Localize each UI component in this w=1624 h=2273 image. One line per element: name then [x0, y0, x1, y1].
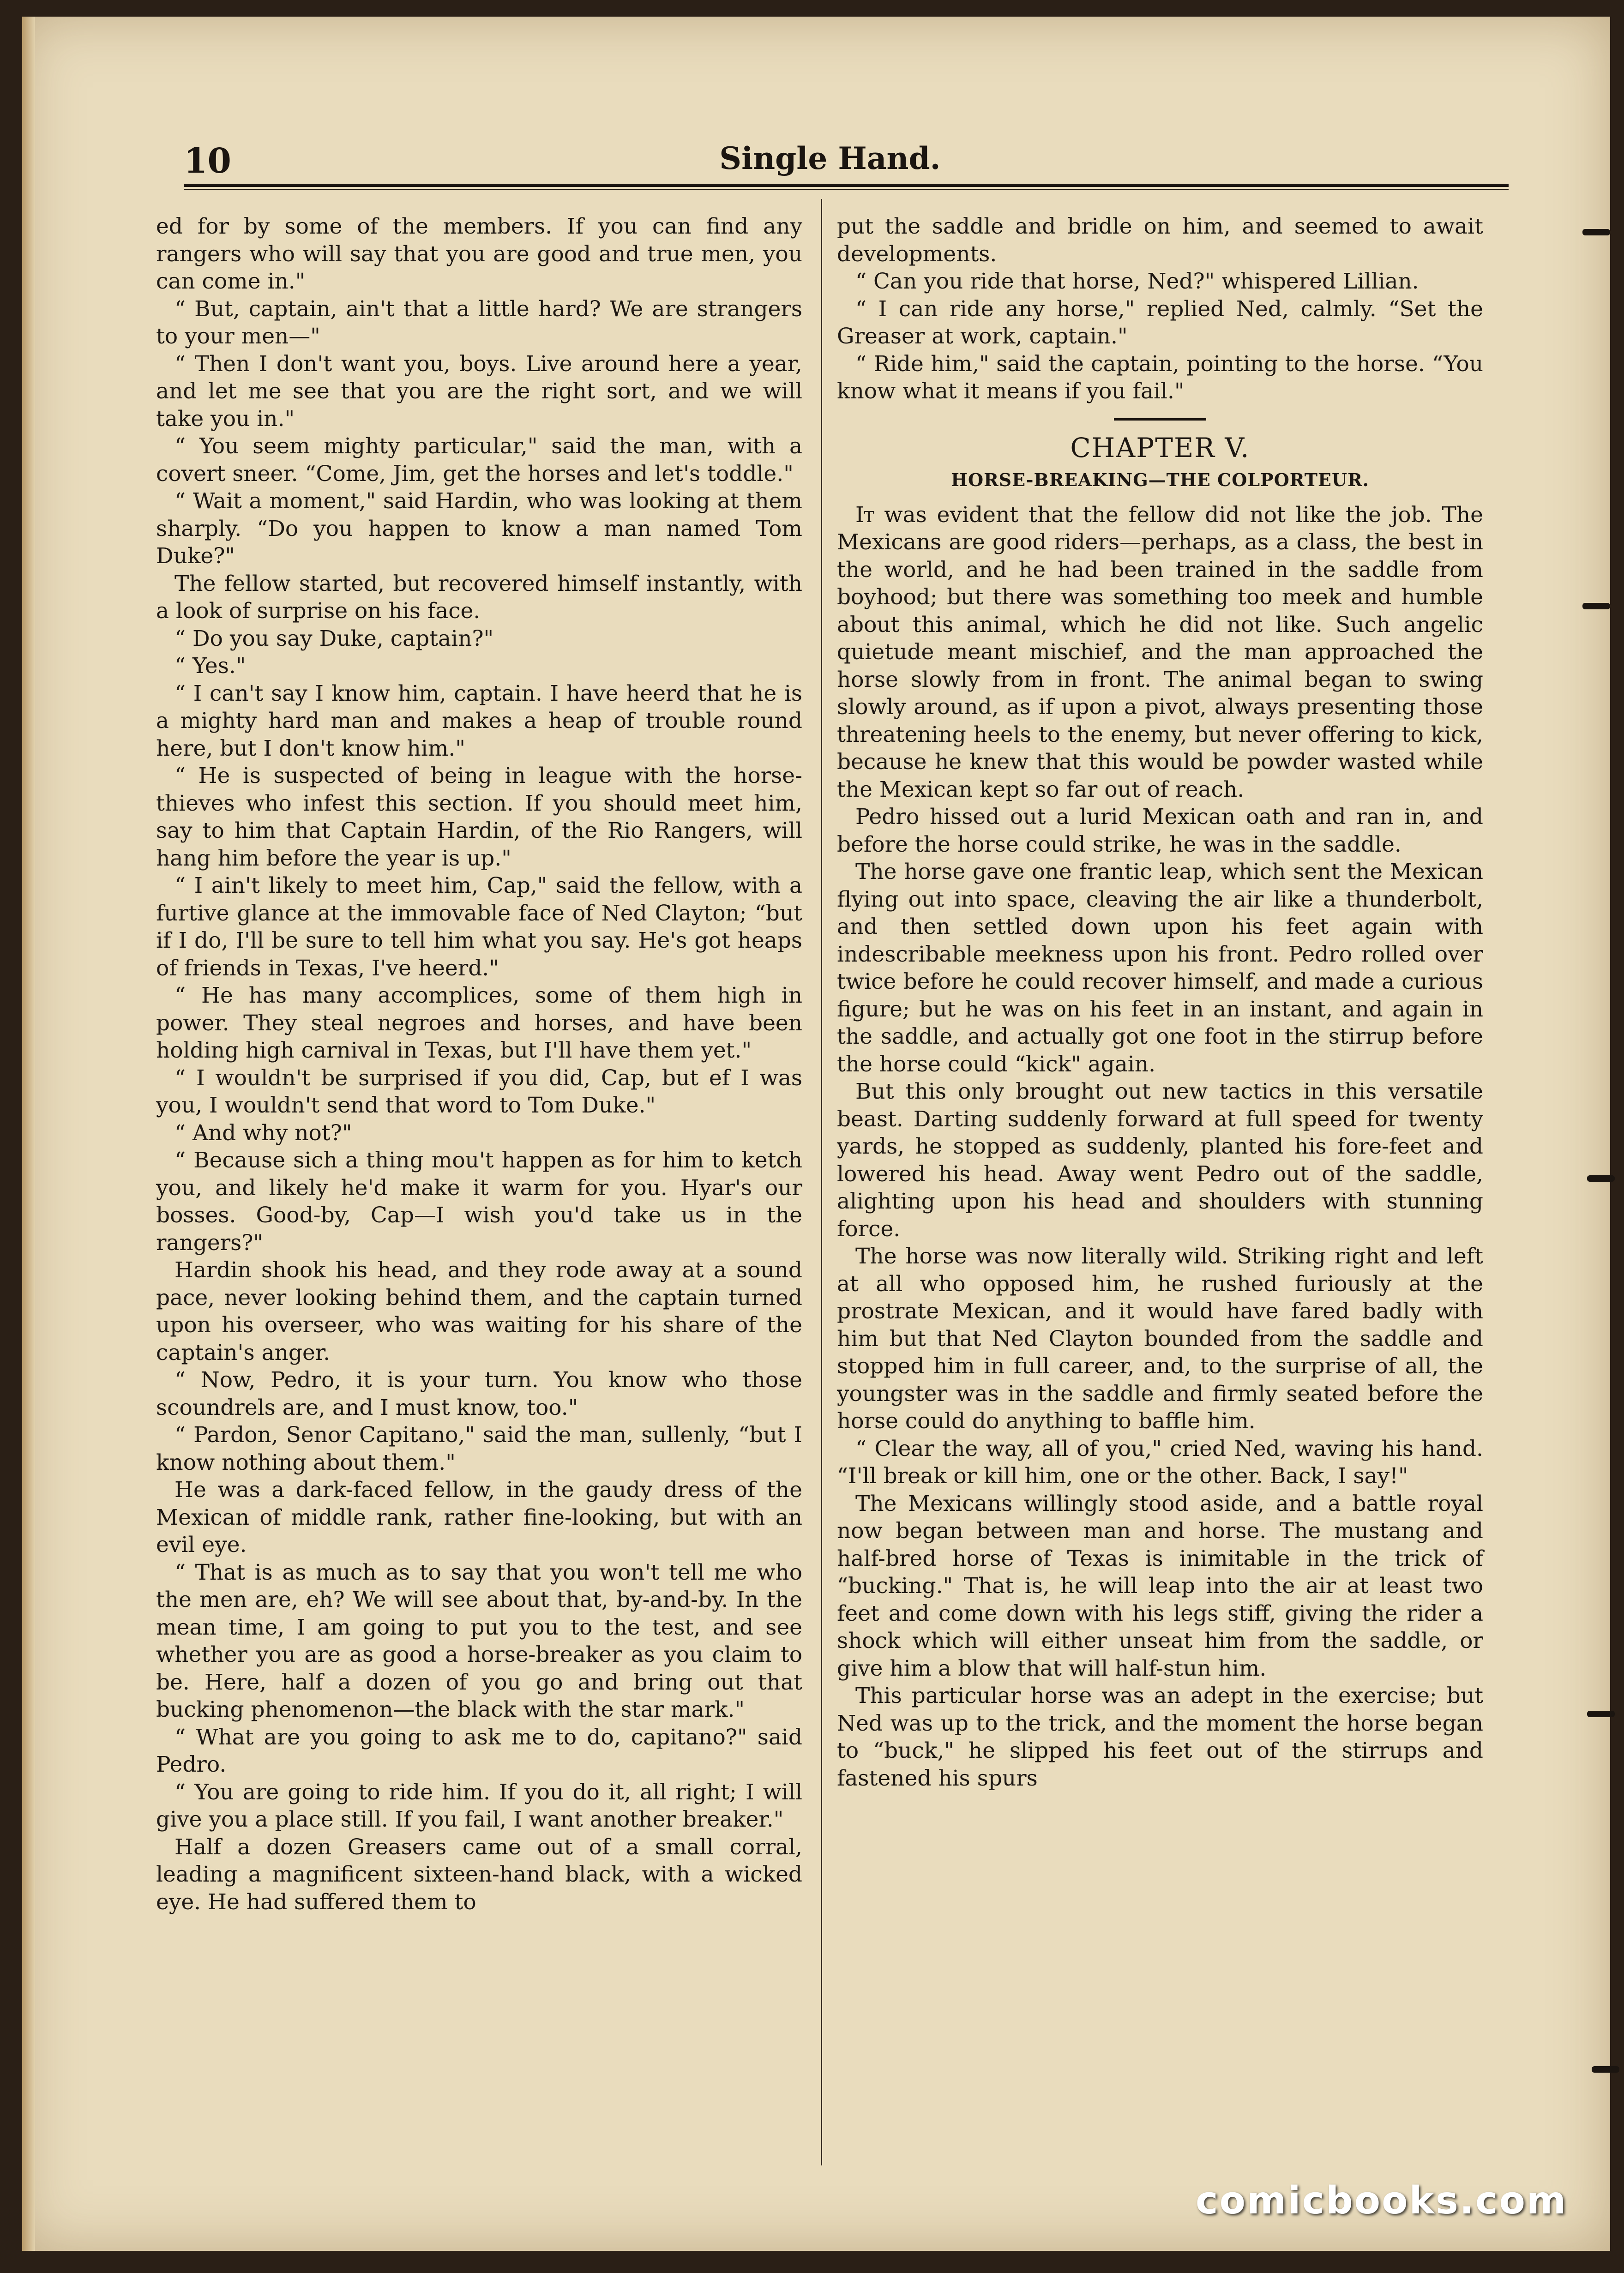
paragraph: “ But, captain, ain't that a little hard? We are strangers to your men—" — [156, 296, 802, 349]
page — [22, 17, 1610, 2251]
paragraph: “ I wouldn't be surprised if you did, Cap, but ef I was you, I wouldn't send that word to Tom Duke." — [156, 1065, 802, 1118]
running-title: Single Hand. — [719, 140, 941, 176]
right-column-chapter-paragraphs — [837, 803, 1483, 1792]
paragraph: Half a dozen Greasers came out of a small corral, leading a magnificent sixteen-hand black, with a wicked eye. He had suffered them to — [156, 1834, 802, 1915]
paragraph: “ He is suspected of being in league with the horse-thieves who infest this section. If you should meet him, say to him that Captain Hardin, of the Rio Rangers, will hang him before the year is up." — [156, 763, 802, 871]
paragraph: The Mexicans willingly stood aside, and a battle royal now began between man and horse. The mustang and half-bred horse of Texas is inimitable in the trick of “bucking." That is, he will leap into the air at least two feet and come down with his legs stiff, giving the rider a shock which will either unseat him from the saddle, or give him a blow that will half-stun him. — [837, 1491, 1483, 1681]
first-paragraph-text: was evident that the fellow did not like the job. The Mexicans are good riders—perhaps, as a class, the best in the world, and he had been trained in the saddle from boyhood; but there was something too meek and humble about this animal, which he did not like. Such angelic quietude meant mischief, and the man approached the horse slowly from in front. The animal began to swing slowly around, as if upon a pivot, always presenting those threatening heels to the enemy, but never offering to kick, because he knew that this would be powder wasted while the Mexican kept so far out of reach. — [837, 502, 1483, 802]
paragraph: “ That is as much as to say that you won't tell me who the men are, eh? We will see about that, by-and-by. In the mean time, I am going to put you to the test, and see whether you are as good a horse-breaker as you claim to be. Here, half a dozen of you go and bring out that bucking phenomenon—the black with the star mark." — [156, 1559, 802, 1722]
chapter-subtitle: HORSE-BREAKING—THE COLPORTEUR. — [951, 469, 1369, 490]
paragraph: “ What are you going to ask me to do, capitano?" said Pedro. — [156, 1724, 802, 1777]
paragraph: “ Because sich a thing mou't happen as for him to ketch you, and likely he'd make it warm for you. Hyar's our bosses. Good-by, Cap—I wish you'd take us in the rangers?" — [156, 1148, 802, 1256]
right-column-opening-paragraphs — [837, 213, 1483, 405]
margin-tick — [1592, 2066, 1619, 2073]
paragraph: “ Then I don't want you, boys. Live around here a year, and let me see that you are the right sort, and we will take you in." — [156, 351, 802, 432]
paragraph: The horse gave one frantic leap, which sent the Mexican flying out into space, cleaving the air like a thunderbolt, and then settled down upon his feet again with indescribable meekness upon his front. Pedro rolled over twice before he could recover himself, and made a curious figure; but he was on his feet in an instant, and again in the saddle, and actually got one foot in the stirrup before the horse could “kick" again. — [837, 859, 1483, 1077]
paragraph: “ Pardon, Senor Capitano," said the man, sullenly, “but I know nothing about them." — [156, 1422, 802, 1475]
paragraph: “ Yes." — [174, 653, 246, 679]
drop-lead-word: It — [855, 502, 874, 528]
paragraph: “ Clear the way, all of you," cried Ned, waving his hand. “I'll break or kill him, one or the other. Back, I say!" — [837, 1436, 1483, 1489]
paragraph: Pedro hissed out a lurid Mexican oath and ran in, and before the horse could strike, he was in the saddle. — [837, 804, 1483, 857]
page-spine-edge — [22, 17, 35, 2251]
paragraph: “ I can ride any horse," replied Ned, calmly. “Set the Greaser at work, captain." — [837, 296, 1483, 349]
margin-tick — [1587, 1711, 1615, 1717]
paragraph: “ I ain't likely to meet him, Cap," said the fellow, with a furtive glance at the immovable face of Ned Clayton; “but if I do, I'll be sure to tell him what you say. He's got heaps of friends in Texas, I've heerd." — [156, 873, 802, 981]
paragraph: “ You seem mighty particular," said the man, with a covert sneer. “Come, Jim, get the horses and let's toddle." — [156, 433, 802, 487]
page-number: 10 — [184, 141, 231, 181]
paragraph: “ Do you say Duke, captain?" — [174, 625, 494, 651]
paragraph: This particular horse was an adept in the exercise; but Ned was up to the trick, and the moment the horse began to “buck," he slipped his feet out of the stirrups and fastened his spurs — [837, 1683, 1483, 1791]
paragraph: “ Wait a moment," said Hardin, who was looking at them sharply. “Do you happen to know a man named Tom Duke?" — [156, 488, 802, 569]
paragraph: “ You are going to ride him. If you do it, all right; I will give you a place still. If you fail, I want another breaker." — [156, 1779, 802, 1832]
paragraph: “ He has many accomplices, some of them high in power. They steal negroes and horses, and have been holding high carnival in Texas, but I'll have them yet." — [156, 983, 802, 1063]
header-rule — [184, 184, 1509, 190]
paragraph: put the saddle and bridle on him, and seemed to await developments. — [837, 214, 1483, 267]
page-header — [156, 123, 1504, 192]
paragraph: “ I can't say I know him, captain. I have heerd that he is a mighty hard man and makes a heap of trouble round here, but I don't know him." — [156, 680, 802, 761]
paragraph: ed for by some of the members. If you can find any rangers who will say that you are good and true men, you can come in." — [156, 214, 802, 294]
paragraph: Hardin shook his head, and they rode away at a sound pace, never looking behind them, and the captain turned upon his overseer, who was waiting for his share of the captain's anger. — [156, 1257, 802, 1365]
column-divider — [821, 199, 822, 2165]
margin-tick — [1582, 603, 1610, 609]
paragraph: “ Now, Pedro, it is your turn. You know who those scoundrels are, and I must know, too." — [156, 1367, 802, 1420]
margin-tick — [1587, 1175, 1615, 1182]
section-rule — [1114, 418, 1206, 421]
paragraph: But this only brought out new tactics in this versatile beast. Darting suddenly forward at full speed for twenty yards, he stopped as suddenly, planted his fore-feet and lowered his head. Away went Pedro out of the saddle, alighting upon his head and shoulders with stunning force. — [837, 1079, 1483, 1242]
right-column — [837, 213, 1483, 1792]
paragraph: “ Can you ride that horse, Ned?" whispered Lillian. — [855, 269, 1419, 294]
paragraph: He was a dark-faced fellow, in the gaudy dress of the Mexican of middle rank, rather fine-looking, but with an evil eye. — [156, 1477, 802, 1557]
margin-tick — [1582, 229, 1610, 235]
watermark-text: comicbooks.com — [1196, 2179, 1568, 2223]
paragraph: The fellow started, but recovered himself instantly, with a look of surprise on his face. — [156, 571, 802, 624]
paragraph: “ Ride him," said the captain, pointing to the horse. “You know what it means if you fail." — [837, 351, 1483, 404]
left-column — [156, 213, 802, 1916]
paragraph: “ And why not?" — [174, 1120, 352, 1146]
paragraph: The horse was now literally wild. Striking right and left at all who opposed him, he rushed furiously at the prostrate Mexican, and it would have fared badly with him but that Ned Clayton bounded from the saddle and stopped him in full career, and, to the surprise of all, the youngster was in the saddle and firmly seated before the horse could do anything to baffle him. — [837, 1244, 1483, 1434]
chapter-title: CHAPTER V. — [1070, 432, 1250, 463]
chapter-first-paragraph — [837, 501, 1483, 804]
